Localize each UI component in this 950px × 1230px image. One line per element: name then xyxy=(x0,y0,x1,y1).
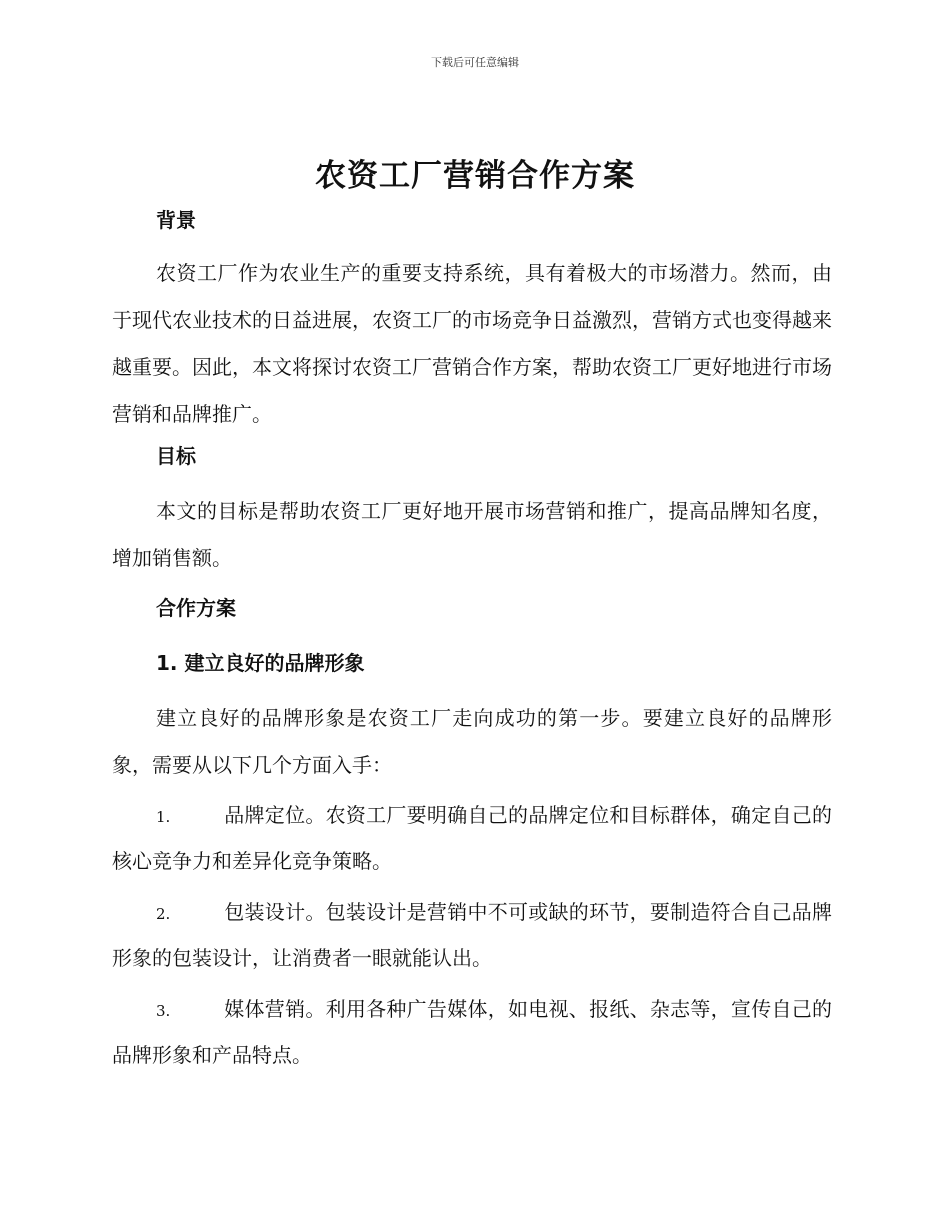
document-title: 农资工厂营销合作方案 xyxy=(315,158,635,194)
header-note: 下载后可任意编辑 xyxy=(431,56,519,69)
list-item xyxy=(112,793,832,883)
paragraph-brand-intro: 建立良好的品牌形象是农资工厂走向成功的第一步。要建立良好的品牌形象，需要从以下几个方面入手： xyxy=(112,706,832,777)
list-item-2 xyxy=(112,890,832,980)
section-background xyxy=(112,206,832,234)
section-background-body xyxy=(112,250,832,438)
list-item-text: 品牌定位。农资工厂要明确自己的品牌定位和目标群体，确定自己的核心竞争力和差异化竞争策略。 xyxy=(112,803,832,873)
section-heading-background: 背景 xyxy=(156,208,196,232)
section-goal-body xyxy=(112,488,832,582)
list-item-text: 包装设计。包装设计是营销中不可或缺的环节，要制造符合自己品牌形象的包装设计，让消费者一眼就能认出。 xyxy=(112,900,832,970)
list-item xyxy=(112,987,832,1077)
paragraph-goal: 本文的目标是帮助农资工厂更好地开展市场营销和推广，提高品牌知名度，增加销售额。 xyxy=(112,499,832,570)
list-item-text: 媒体营销。利用各种广告媒体，如电视、报纸、杂志等，宣传自己的品牌形象和产品特点。 xyxy=(112,997,832,1067)
subsection-heading-brand: 1. 建立良好的品牌形象 xyxy=(156,651,365,675)
list-item-number: 1. xyxy=(156,808,171,826)
section-goal xyxy=(112,442,832,470)
section-heading-plan: 合作方案 xyxy=(156,596,236,620)
list-item-number: 2. xyxy=(156,905,171,923)
subsection-brand xyxy=(112,649,832,677)
list-item xyxy=(112,890,832,980)
list-item-number: 3. xyxy=(156,1002,171,1020)
list-item-1 xyxy=(112,793,832,883)
section-plan xyxy=(112,594,832,622)
paragraph-background: 农资工厂作为农业生产的重要支持系统，具有着极大的市场潜力。然而，由于现代农业技术的日益进展，农资工厂的市场竞争日益激烈，营销方式也变得越来越重要。因此，本文将探讨农资工厂营销合作方案，帮助农资工厂更好地进行市场营销和品牌推广。 xyxy=(112,261,832,426)
subsection-brand-intro xyxy=(112,695,832,789)
section-heading-goal: 目标 xyxy=(156,444,196,468)
list-item-3 xyxy=(112,987,832,1077)
